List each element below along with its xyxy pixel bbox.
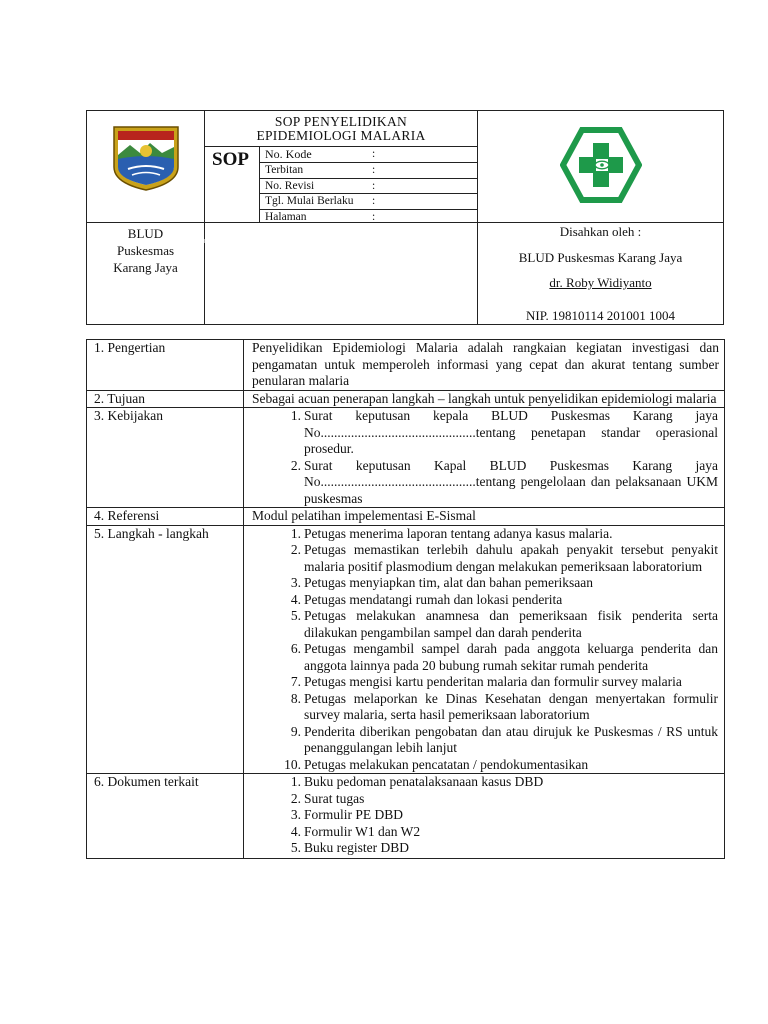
sop-title-line1: SOP PENYELIDIKAN (274, 114, 408, 129)
list-item-number: 1. (290, 408, 301, 423)
list-item-text: Surat keputusan kepala BLUD Puskesmas Karang jaya No..............................................tentang penetapan standar operasional prosedur. (304, 408, 718, 456)
field-tgl-mulai-berlaku (260, 194, 477, 210)
field-label: Tgl. Mulai Berlaku (265, 195, 354, 208)
sop-label: SOP (208, 147, 260, 222)
section-label: 6. Dokumen terkait (87, 774, 244, 859)
approver-organization: BLUD Puskesmas Karang Jaya (518, 250, 683, 265)
list-item-text: Petugas menyiapkan tim, alat dan bahan pemeriksaan (304, 575, 594, 590)
list-item (252, 592, 718, 609)
emblem-caption: MUSI RAWAS UTARA (204, 238, 255, 245)
list-item-number: 2. (290, 542, 301, 557)
org-line1: BLUD (127, 226, 164, 241)
list-item (252, 724, 718, 757)
list-item-number: 2. (290, 457, 301, 473)
list-item-number: 8. (290, 690, 301, 706)
list-item-text: Petugas melakukan pencatatan / pendokumentasikan (304, 756, 589, 772)
list-item (252, 791, 719, 808)
list-item (252, 674, 718, 691)
field-colon: : (372, 179, 376, 192)
list-item-text: Petugas menerima laporan tentang adanya kasus malaria. (304, 525, 613, 541)
sop-fields-block (205, 146, 477, 222)
sop-title (205, 111, 477, 143)
list-item (252, 691, 718, 724)
list-item (252, 458, 718, 508)
organization-cell (87, 223, 205, 325)
approved-by-label: Disahkan oleh : (559, 224, 642, 239)
list-item-text: Formulir PE DBD (304, 807, 404, 822)
list-item-number: 5. (290, 608, 301, 623)
title-cell (205, 111, 478, 223)
field-label: No. Kode (265, 147, 312, 161)
sop-content-table (86, 339, 725, 859)
list-item (252, 608, 718, 641)
sop-title-line2: EPIDEMIOLOGI MALARIA (256, 128, 426, 143)
section-row-tujuan (87, 390, 725, 408)
section-text: Penyelidikan Epidemiologi Malaria adalah rangkaian kegiatan investigasi dan pengamatan untuk memperoleh informasi yang cepat dan akurat tentang sumber penularan malaria (244, 340, 725, 391)
field-colon: : (372, 211, 376, 224)
list-item (252, 408, 718, 458)
section-text: Sebagai acuan penerapan langkah – langkah untuk penyelidikan epidemiologi malaria (244, 390, 725, 408)
approver-name: dr. Roby Widiyanto (549, 275, 652, 290)
list-item-number: 5. (290, 840, 301, 855)
list-item (252, 774, 719, 791)
list-item-text: Petugas mengisi kartu penderitan malaria dan formulir survey malaria (304, 674, 682, 689)
list-item-text: Penderita diberikan pengobatan dan atau dirujuk ke Puskesmas / RS untuk penanggulangan lebih lanjut (304, 723, 718, 755)
list-item-number: 3. (290, 575, 301, 590)
section-row-langkah (87, 525, 725, 774)
list-item-text: Petugas mengambil sampel darah pada anggota keluarga penderita dan anggota lainnya pada 20 bubung rumah sekitar rumah penderita (304, 641, 718, 673)
list-item (252, 526, 718, 543)
section-text: Modul pelatihan impelementasi E-Sismal (244, 508, 725, 526)
list-item-text: Petugas mendatangi rumah dan lokasi penderita (304, 591, 563, 607)
approval-cell (478, 223, 724, 325)
list-item (252, 807, 719, 824)
list-item-text: Surat keputusan Kapal BLUD Puskesmas Karang jaya No..............................................tentang pengelolaan dan pelaksanaan UKM puskesmas (304, 457, 718, 506)
list-item-number: 1. (290, 525, 301, 541)
section-list-cell (244, 408, 725, 508)
list-item (252, 840, 719, 857)
field-halaman (260, 210, 477, 225)
section-row-referensi (87, 508, 725, 526)
list-item-text: Surat tugas (304, 790, 365, 806)
list-item (252, 824, 719, 841)
section-row-pengertian (87, 340, 725, 391)
org-line3: Karang Jaya (113, 260, 178, 275)
list-item-text: Petugas melaporkan ke Dinas Kesehatan dengan menyertakan formulir survey malaria, serta hasil pemeriksaan laboratorium (304, 690, 718, 722)
field-terbitan (260, 163, 477, 179)
puskesmas-logo-icon (560, 127, 642, 203)
list-item-text: Petugas melakukan anamnesa dan pemeriksaan fisik penderita serta dilakukan pengambilan sampel dan darah penderita (304, 608, 718, 640)
list-item-number: 1. (290, 774, 301, 789)
approver-nip: NIP. 19810114 201001 1004 (525, 308, 676, 323)
field-label: No. Revisi (265, 179, 315, 192)
section-list-cell (244, 774, 725, 859)
list-item-number: 2. (290, 790, 301, 806)
musi-rawas-utara-emblem-icon (110, 123, 182, 193)
right-logo-cell (478, 111, 724, 223)
list-item (252, 542, 718, 575)
dokumen-list (252, 774, 719, 857)
list-item-text: Formulir W1 dan W2 (304, 823, 421, 839)
list-item (252, 757, 718, 774)
section-row-dokumen (87, 774, 725, 859)
field-label: Halaman (265, 211, 307, 224)
section-row-kebijakan (87, 408, 725, 508)
field-label: Terbitan (265, 163, 304, 176)
list-item-text: Buku pedoman penatalaksanaan kasus DBD (304, 774, 544, 789)
list-item (252, 575, 718, 592)
list-item-number: 4. (290, 823, 301, 839)
sop-header-table (86, 110, 724, 325)
section-label: 4. Referensi (87, 508, 244, 526)
list-item-number: 9. (290, 723, 301, 739)
list-item-number: 6. (290, 641, 301, 656)
list-item-text: Petugas memastikan terlebih dahulu apakah penyakit tersebut penyakit malaria positif plasmodium dengan melakukan pemeriksaan laboratorium (304, 542, 718, 574)
field-no-kode (260, 147, 477, 163)
list-item-number: 3. (290, 807, 301, 822)
section-label: 2. Tujuan (87, 390, 244, 408)
section-list-cell (244, 525, 725, 774)
field-colon: : (372, 195, 376, 208)
list-item-text: Buku register DBD (304, 840, 409, 855)
kebijakan-list (252, 408, 718, 507)
langkah-list (252, 526, 718, 774)
field-colon: : (372, 148, 376, 160)
field-colon: : (372, 163, 376, 176)
list-item-number: 7. (290, 674, 301, 689)
list-item (252, 641, 718, 674)
section-label: 1. Pengertian (87, 340, 244, 391)
org-line2: Puskesmas (116, 243, 175, 258)
list-item-number: 4. (290, 591, 301, 607)
list-item-number: 10. (284, 756, 301, 772)
section-label: 3. Kebijakan (87, 408, 244, 508)
sop-field-list (260, 147, 477, 225)
section-label: 5. Langkah - langkah (87, 525, 244, 774)
field-no-revisi (260, 179, 477, 195)
